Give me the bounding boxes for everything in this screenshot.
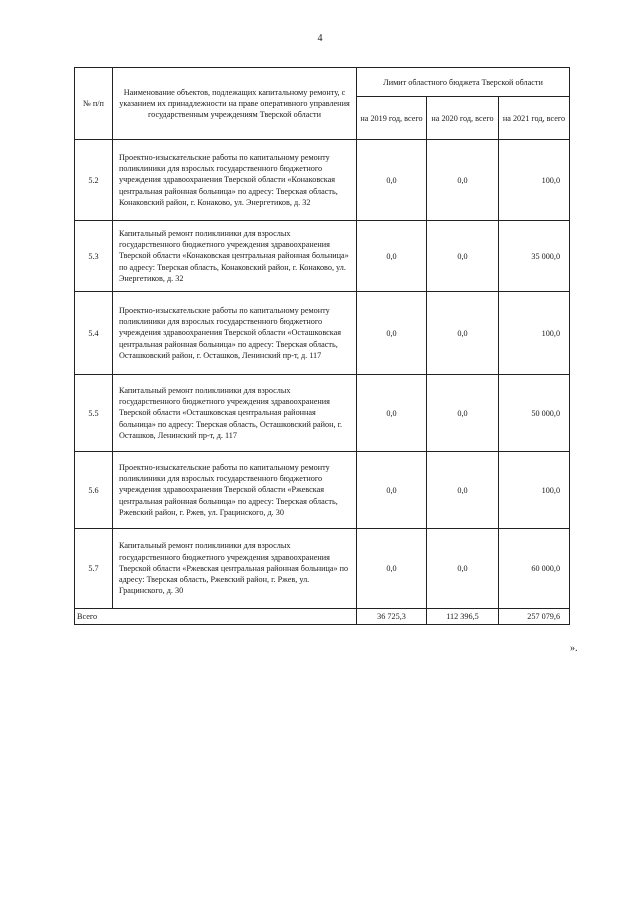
row-number: 5.6 (75, 452, 113, 529)
total-row (75, 609, 570, 625)
row-value-2020: 0,0 (427, 529, 499, 609)
row-value-2021: 100,0 (499, 140, 570, 221)
row-object-name: Проектно-изыскательские работы по капитальному ремонту поликлиники для взрослых государственного бюджетного учреждения здравоохранения Тверской области «Конаковская центральная районная больница» по адресу: Тверская область, Конаковский район, г. Конаково, ул. Энергетиков, д. 32 (113, 140, 357, 221)
table-row (75, 375, 570, 452)
table-row (75, 221, 570, 292)
row-number: 5.3 (75, 221, 113, 292)
row-value-2021: 35 000,0 (499, 221, 570, 292)
total-value-2020: 112 396,5 (427, 609, 499, 625)
row-value-2020: 0,0 (427, 140, 499, 221)
row-value-2019: 0,0 (357, 140, 427, 221)
row-value-2019: 0,0 (357, 221, 427, 292)
header-budget-limit: Лимит областного бюджета Тверской области (357, 68, 570, 97)
table-row (75, 452, 570, 529)
row-value-2019: 0,0 (357, 375, 427, 452)
row-value-2020: 0,0 (427, 292, 499, 375)
header-year-2020: на 2020 год, всего (427, 97, 499, 140)
header-number: № п/п (75, 68, 113, 140)
row-object-name: Капитальный ремонт поликлиники для взрослых государственного бюджетного учреждения здравоохранения Тверской области «Осташковская центральная районная больница» по адресу: Тверская область, Осташковский район, г. Осташков, Ленинский пр-т, д. 117 (113, 375, 357, 452)
row-value-2019: 0,0 (357, 529, 427, 609)
row-value-2021: 100,0 (499, 292, 570, 375)
row-value-2021: 60 000,0 (499, 529, 570, 609)
row-number: 5.5 (75, 375, 113, 452)
table-row (75, 292, 570, 375)
row-value-2020: 0,0 (427, 221, 499, 292)
header-year-2019: на 2019 год, всего (357, 97, 427, 140)
row-value-2021: 50 000,0 (499, 375, 570, 452)
row-object-name: Капитальный ремонт поликлиники для взрослых государственного бюджетного учреждения здравоохранения Тверской области «Ржевская центральная районная больница» по адресу: Тверская область, Ржевский район, г. Ржев, ул. Грацинского, д. 30 (113, 529, 357, 609)
total-label: Всего (75, 609, 357, 625)
total-value-2019: 36 725,3 (357, 609, 427, 625)
header-object-name: Наименование объектов, подлежащих капитальному ремонту, с указанием их принадлежности на праве оперативного управления государственным учреждениям Тверской области (113, 68, 357, 140)
row-number: 5.4 (75, 292, 113, 375)
row-value-2020: 0,0 (427, 452, 499, 529)
row-number: 5.2 (75, 140, 113, 221)
table-row (75, 140, 570, 221)
header-year-2021: на 2021 год, всего (499, 97, 570, 140)
total-value-2021: 257 079,6 (499, 609, 570, 625)
row-value-2021: 100,0 (499, 452, 570, 529)
row-value-2020: 0,0 (427, 375, 499, 452)
row-value-2019: 0,0 (357, 292, 427, 375)
table-row (75, 529, 570, 609)
table-header-row (75, 68, 570, 97)
row-object-name: Проектно-изыскательские работы по капитальному ремонту поликлиники для взрослых государственного бюджетного учреждения здравоохранения Тверской области «Ржевская центральная районная больница» по адресу: Тверская область, Ржевский район, г. Ржев, ул. Грацинского, д. 30 (113, 452, 357, 529)
row-object-name: Проектно-изыскательские работы по капитальному ремонту поликлиники для взрослых государственного бюджетного учреждения здравоохранения Тверской области «Осташковская центральная районная больница» по адресу: Тверская область, Осташковский район, г. Осташков, Ленинский пр-т, д. 117 (113, 292, 357, 375)
budget-limits-table (74, 67, 570, 625)
row-object-name: Капитальный ремонт поликлиники для взрослых государственного бюджетного учреждения здравоохранения Тверской области «Конаковская центральная районная больница» по адресу: Тверская область, Конаковский район, г. Конаково, ул. Энергетиков, д. 32 (113, 221, 357, 292)
row-value-2019: 0,0 (357, 452, 427, 529)
page-number: 4 (317, 33, 323, 44)
row-number: 5.7 (75, 529, 113, 609)
closing-quote-mark: ». (570, 643, 578, 654)
